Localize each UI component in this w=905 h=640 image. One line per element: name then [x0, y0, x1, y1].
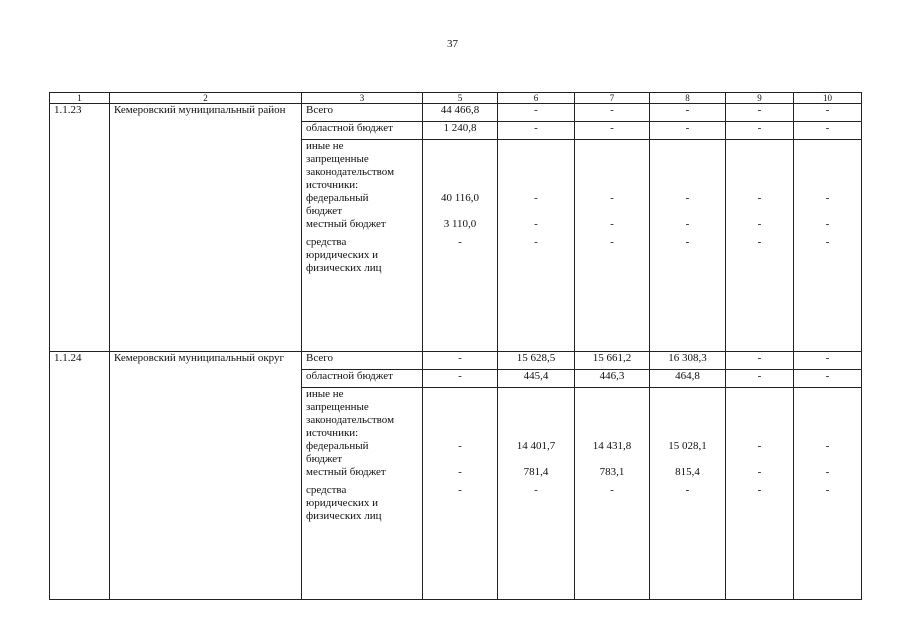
value-cell: -: [726, 122, 794, 140]
other-sources-cell: [302, 140, 423, 352]
header-cell: 5: [423, 93, 498, 104]
value-federal: 40 116,0: [440, 192, 480, 204]
label-regional: областной бюджет: [302, 122, 423, 140]
value-legal: -: [685, 236, 690, 248]
value-cell: -: [498, 122, 575, 140]
value-cell: 44 466,8: [423, 104, 498, 122]
value-cell-group: [794, 140, 862, 352]
label-federal: федеральный бюджет: [306, 440, 369, 465]
value-legal: -: [534, 484, 538, 496]
value-local: -: [610, 218, 614, 230]
value-local: 781,4: [523, 466, 549, 478]
value-cell: -: [794, 122, 862, 140]
value-cell-group: [423, 140, 498, 352]
value-legal: -: [458, 484, 462, 496]
label-total: Всего: [302, 352, 423, 370]
value-cell-group: [650, 388, 726, 600]
value-legal: -: [825, 236, 830, 248]
value-cell: -: [794, 104, 862, 122]
value-cell: -: [726, 370, 794, 388]
label-regional: областной бюджет: [302, 370, 423, 388]
value-local: -: [685, 218, 690, 230]
value-cell: 1 240,8: [423, 122, 498, 140]
label-legal: средства юридических и физических лиц: [306, 484, 382, 522]
value-cell: -: [575, 122, 650, 140]
value-local: -: [534, 218, 538, 230]
value-local: -: [757, 466, 762, 478]
table-row-total: [50, 352, 862, 370]
other-sources-cell: [302, 388, 423, 600]
label-other-intro: иные не запрещенные законодательством источники:: [306, 388, 395, 439]
label-other-intro: иные не запрещенные законодательством источники:: [306, 140, 395, 191]
value-cell-group: [726, 140, 794, 352]
value-cell: -: [650, 104, 726, 122]
value-federal: 14 401,7: [516, 440, 556, 452]
header-cell: 1: [50, 93, 110, 104]
value-cell-group: [575, 388, 650, 600]
value-cell-group: [423, 388, 498, 600]
value-cell: 16 308,3: [650, 352, 726, 370]
value-federal: -: [534, 192, 538, 204]
value-cell: 15 628,5: [498, 352, 575, 370]
row-name: Кемеровский муниципальный округ: [110, 352, 302, 600]
row-name: Кемеровский муниципальный район: [110, 104, 302, 352]
value-cell-group: [575, 140, 650, 352]
row-id: 1.1.24: [50, 352, 110, 600]
value-legal: -: [825, 484, 830, 496]
header-row: [50, 93, 862, 104]
label-local: местный бюджет: [306, 218, 386, 230]
value-cell: 464,8: [650, 370, 726, 388]
value-local: 3 110,0: [443, 218, 477, 230]
value-legal: -: [610, 484, 614, 496]
value-local: -: [825, 218, 830, 230]
value-federal: -: [685, 192, 690, 204]
value-local: 815,4: [675, 466, 700, 478]
value-federal: -: [458, 440, 462, 452]
value-federal: -: [757, 192, 762, 204]
value-cell: -: [423, 370, 498, 388]
value-cell-group: [498, 388, 575, 600]
value-cell-group: [650, 140, 726, 352]
row-id: 1.1.23: [50, 104, 110, 352]
value-legal: -: [757, 484, 762, 496]
value-federal: 14 431,8: [592, 440, 632, 452]
value-cell: 446,3: [575, 370, 650, 388]
header-cell: 3: [302, 93, 423, 104]
table-row-total: [50, 104, 862, 122]
value-cell-group: [726, 388, 794, 600]
value-federal: -: [610, 192, 614, 204]
value-local: 783,1: [599, 466, 625, 478]
value-local: -: [757, 218, 762, 230]
value-federal: 15 028,1: [668, 440, 707, 452]
value-local: -: [825, 466, 830, 478]
value-legal: -: [610, 236, 614, 248]
value-cell: -: [794, 352, 862, 370]
value-legal: -: [458, 236, 462, 248]
budget-table: [49, 92, 862, 600]
value-cell-group: [794, 388, 862, 600]
header-cell: 7: [575, 93, 650, 104]
page-number: 37: [447, 38, 458, 50]
label-local: местный бюджет: [306, 466, 386, 478]
label-federal: федеральный бюджет: [306, 192, 369, 217]
value-cell: -: [726, 104, 794, 122]
header-cell: 2: [110, 93, 302, 104]
value-cell: -: [423, 352, 498, 370]
label-total: Всего: [302, 104, 423, 122]
header-cell: 9: [726, 93, 794, 104]
label-legal: средства юридических и физических лиц: [306, 236, 382, 274]
value-federal: -: [757, 440, 762, 452]
value-cell-group: [498, 140, 575, 352]
value-cell: -: [575, 104, 650, 122]
header-cell: 10: [794, 93, 862, 104]
header-cell: 6: [498, 93, 575, 104]
value-cell: 445,4: [498, 370, 575, 388]
value-federal: -: [825, 192, 830, 204]
value-cell: 15 661,2: [575, 352, 650, 370]
value-federal: -: [825, 440, 830, 452]
value-cell: -: [650, 122, 726, 140]
value-legal: -: [534, 236, 538, 248]
value-cell: -: [726, 352, 794, 370]
header-cell: 8: [650, 93, 726, 104]
value-local: -: [458, 466, 462, 478]
value-cell: -: [794, 370, 862, 388]
value-cell: -: [498, 104, 575, 122]
value-legal: -: [757, 236, 762, 248]
value-legal: -: [685, 484, 690, 496]
